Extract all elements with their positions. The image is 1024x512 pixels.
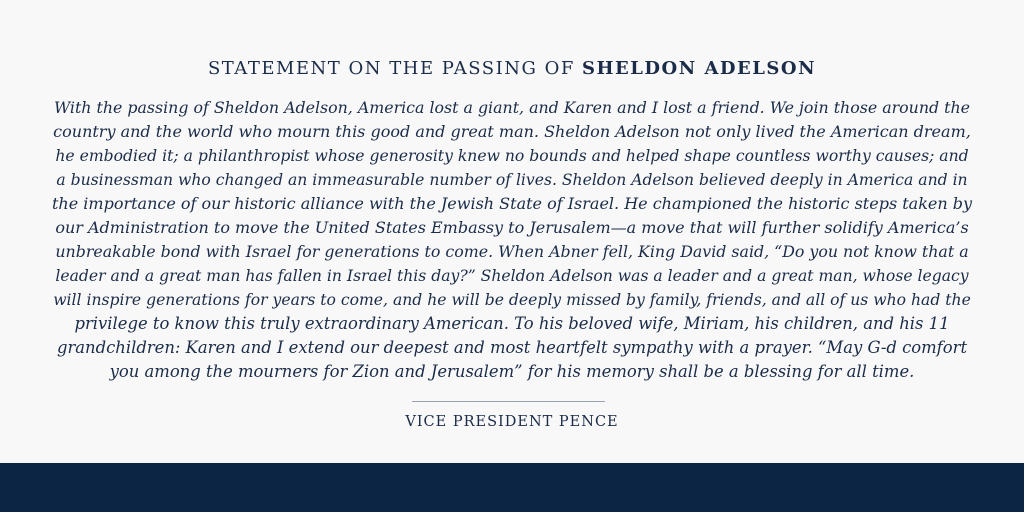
statement-line: will inspire generations for years to come, and he will be deeply missed by family, friends, and all of us who had the (53, 291, 971, 309)
signature: VICE PRESIDENT PENCE (405, 414, 619, 430)
statement-line: a businessman who changed an immeasurable number of lives. Sheldon Adelson believed deeply in America and in (56, 171, 968, 189)
statement-line: leader and a great man has fallen in Israel this day?” Sheldon Adelson was a leader and a great man, whose legacy (55, 267, 969, 285)
signature-divider (412, 401, 605, 402)
statement-heading (0, 58, 1024, 79)
statement-line: the importance of our historic alliance with the Jewish State of Israel. He championed the historic steps taken by (52, 194, 973, 213)
statement-line: he embodied it; a philanthropist whose generosity knew no bounds and helped shape countless worthy causes; and (55, 147, 969, 165)
statement-line: privilege to know this truly extraordinary American. To his beloved wife, Miriam, his children, and his 11 (74, 314, 950, 333)
statement-line: our Administration to move the United States Embassy to Jerusalem—a move that will further solidify America’s (55, 218, 969, 237)
statement-line: you among the mourners for Zion and Jerusalem” for his memory shall be a blessing for all time. (109, 362, 915, 381)
footer-bar (0, 463, 1024, 512)
heading-name: SHELDON ADELSON (582, 58, 817, 79)
statement-line: With the passing of Sheldon Adelson, America lost a giant, and Karen and I lost a friend. We join those around the (53, 98, 971, 117)
statement-line: country and the world who mourn this good and great man. Sheldon Adelson not only lived the American dream, (53, 122, 971, 141)
heading-prefix: STATEMENT ON THE PASSING OF (207, 58, 583, 79)
statement-body (52, 96, 972, 384)
statement-line: unbreakable bond with Israel for generations to come. When Abner fell, King David said, “Do you not know that a (55, 242, 969, 261)
statement-line: grandchildren: Karen and I extend our deepest and most heartfelt sympathy with a prayer. “May G-d comfort (56, 338, 968, 357)
